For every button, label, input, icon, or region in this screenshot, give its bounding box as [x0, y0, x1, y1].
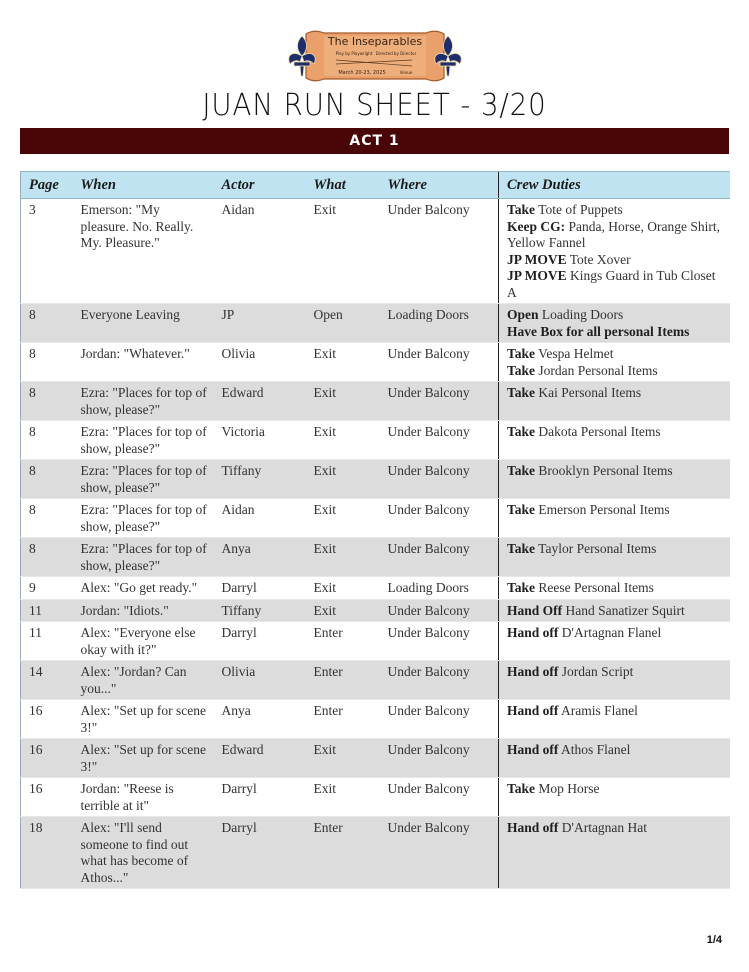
cell-where: Loading Doors: [380, 304, 499, 343]
duty-action: Take: [507, 362, 536, 378]
cell-page: 8: [21, 304, 73, 343]
cell-when: Alex: "Set up for scene 3!": [73, 739, 214, 778]
col-header-page: Page: [21, 172, 73, 199]
cell-what: Exit: [306, 778, 380, 817]
table-row: [21, 700, 730, 739]
table-header-row: [21, 172, 730, 199]
duty-action: Take: [507, 463, 536, 478]
table-row: [21, 538, 730, 577]
table-body: [21, 199, 730, 889]
svg-text:Play by Playwright: Play by Playwright: [335, 51, 373, 56]
table-row: [21, 499, 730, 538]
duty-item: Reese Personal Items: [535, 580, 654, 595]
run-sheet-table: [20, 171, 730, 889]
cell-crew-duties: [499, 304, 730, 343]
cell-actor: Olivia: [214, 343, 306, 382]
duty-line: [507, 580, 726, 597]
table-row: [21, 460, 730, 499]
col-header-actor: Actor: [214, 172, 306, 199]
duty-action: JP MOVE: [507, 268, 567, 283]
cell-crew-duties: [499, 460, 730, 499]
cell-what: Exit: [306, 499, 380, 538]
act-header: ACT 1: [20, 128, 729, 154]
cell-page: 3: [21, 199, 73, 304]
col-header-when: When: [73, 172, 214, 199]
svg-text:March 20-23, 2025: March 20-23, 2025: [338, 70, 386, 76]
duty-action: Take: [507, 385, 536, 400]
cell-where: Under Balcony: [380, 622, 499, 661]
duty-line: [507, 252, 726, 269]
duty-line: [507, 346, 726, 363]
cell-page: 8: [21, 538, 73, 577]
duty-action: Have Box for all personal Items: [507, 323, 690, 339]
cell-actor: Aidan: [214, 199, 306, 304]
cell-crew-duties: [499, 499, 730, 538]
cell-when: Jordan: "Reese is terrible at it": [73, 778, 214, 817]
cell-page: 8: [21, 460, 73, 499]
cell-actor: JP: [214, 304, 306, 343]
cell-actor: Darryl: [214, 817, 306, 889]
cell-when: Alex: "Set up for scene 3!": [73, 700, 214, 739]
cell-actor: Darryl: [214, 622, 306, 661]
table-row: [21, 661, 730, 700]
run-sheet-title: JUAN RUN SHEET - 3/20: [202, 88, 547, 123]
cell-actor: Olivia: [214, 661, 306, 700]
show-logo: [284, 28, 466, 84]
logo-title: The Inseparables: [327, 35, 423, 48]
duty-item: Tote Xover: [566, 251, 631, 267]
duty-item: Dakota Personal Items: [535, 424, 661, 439]
cell-page: 8: [21, 343, 73, 382]
cell-what: Enter: [306, 700, 380, 739]
duty-action: JP MOVE: [507, 251, 567, 267]
duty-action: Hand Off: [507, 602, 563, 618]
duty-action: Take: [507, 502, 536, 517]
cell-what: Enter: [306, 661, 380, 700]
duty-action: Take: [507, 781, 536, 796]
duty-action: Take: [507, 580, 536, 595]
duty-line: [507, 502, 726, 519]
cell-when: Alex: "Jordan? Can you...": [73, 661, 214, 700]
cell-crew-duties: [499, 382, 730, 421]
table-row: [21, 343, 730, 382]
cell-what: Exit: [306, 460, 380, 499]
cell-crew-duties: [499, 421, 730, 460]
duty-item: Panda, Horse, Orange Shirt, Yellow Fannel: [507, 218, 720, 250]
cell-page: 8: [21, 421, 73, 460]
duty-item: Taylor Personal Items: [535, 541, 657, 556]
cell-where: Under Balcony: [380, 199, 499, 304]
cell-crew-duties: [499, 577, 730, 600]
duty-line: [507, 268, 726, 301]
cell-crew-duties: [499, 622, 730, 661]
cell-when: Emerson: "My pleasure. No. Really. My. Pleasure.": [73, 199, 214, 304]
cell-when: Alex: "Everyone else okay with it?": [73, 622, 214, 661]
duty-action: Hand off: [507, 820, 559, 835]
duty-line: [507, 424, 726, 441]
cell-page: 14: [21, 661, 73, 700]
cell-actor: Tiffany: [214, 460, 306, 499]
cell-page: 16: [21, 700, 73, 739]
cell-where: Under Balcony: [380, 778, 499, 817]
duty-action: Take: [507, 541, 536, 556]
cell-page: 8: [21, 499, 73, 538]
duty-line: [507, 463, 726, 480]
cell-page: 9: [21, 577, 73, 600]
duty-item: Hand Sanatizer Squirt: [562, 602, 685, 618]
cell-when: Ezra: "Places for top of show, please?": [73, 382, 214, 421]
cell-page: 11: [21, 622, 73, 661]
cell-actor: Anya: [214, 700, 306, 739]
cell-page: 16: [21, 739, 73, 778]
table-row: [21, 382, 730, 421]
cell-crew-duties: [499, 778, 730, 817]
cell-crew-duties: [499, 700, 730, 739]
table-row: [21, 817, 730, 889]
cell-where: Under Balcony: [380, 817, 499, 889]
cell-crew-duties: [499, 343, 730, 382]
page-indicator: 1/4: [706, 934, 722, 946]
cell-where: Under Balcony: [380, 460, 499, 499]
cell-actor: Darryl: [214, 577, 306, 600]
duty-line: [507, 742, 726, 759]
cell-what: Exit: [306, 343, 380, 382]
duty-action: Take: [507, 424, 536, 439]
table-row: [21, 577, 730, 600]
cell-what: Exit: [306, 599, 380, 622]
table-row: [21, 739, 730, 778]
duty-item: Tote of Puppets: [535, 202, 623, 217]
cell-what: Exit: [306, 382, 380, 421]
duty-line: [507, 603, 726, 620]
cell-where: Under Balcony: [380, 599, 499, 622]
duty-action: Hand off: [507, 703, 559, 718]
duty-line: [507, 202, 726, 219]
cell-what: Exit: [306, 577, 380, 600]
cell-where: Under Balcony: [380, 343, 499, 382]
cell-when: Jordan: "Whatever.": [73, 343, 214, 382]
col-header-crew-duties: Crew Duties: [499, 172, 730, 199]
duty-item: Kings Guard in Tub Closet A: [507, 268, 716, 300]
cell-actor: Anya: [214, 538, 306, 577]
duty-line: [507, 324, 726, 341]
svg-text:Directed by Director: Directed by Director: [375, 51, 417, 56]
cell-what: Exit: [306, 421, 380, 460]
cell-crew-duties: [499, 739, 730, 778]
duty-line: [507, 219, 726, 252]
cell-where: Under Balcony: [380, 382, 499, 421]
cell-where: Under Balcony: [380, 700, 499, 739]
table-row: [21, 778, 730, 817]
table-row: [21, 304, 730, 343]
duty-item: D'Artagnan Hat: [558, 820, 648, 835]
duty-item: Jordan Personal Items: [535, 362, 658, 378]
cell-when: Everyone Leaving: [73, 304, 214, 343]
duty-action: Hand off: [507, 742, 559, 757]
duty-action: Take: [507, 346, 536, 361]
cell-where: Under Balcony: [380, 661, 499, 700]
cell-actor: Aidan: [214, 499, 306, 538]
cell-actor: Darryl: [214, 778, 306, 817]
duty-item: Loading Doors: [538, 307, 624, 322]
cell-actor: Edward: [214, 739, 306, 778]
duty-line: [507, 363, 726, 380]
duty-item: Mop Horse: [535, 781, 600, 796]
cell-actor: Victoria: [214, 421, 306, 460]
cell-page: 8: [21, 382, 73, 421]
cell-crew-duties: [499, 599, 730, 622]
cell-when: Ezra: "Places for top of show, please?": [73, 421, 214, 460]
duty-action: Hand off: [507, 625, 559, 640]
cell-when: Alex: "I'll send someone to find out what has become of Athos...": [73, 817, 214, 889]
duty-line: [507, 307, 726, 324]
cell-what: Exit: [306, 199, 380, 304]
duty-line: [507, 664, 726, 681]
duty-item: Aramis Flanel: [558, 703, 638, 718]
cell-crew-duties: [499, 817, 730, 889]
cell-where: Under Balcony: [380, 499, 499, 538]
table-row: [21, 199, 730, 304]
col-header-where: Where: [380, 172, 499, 199]
cell-crew-duties: [499, 661, 730, 700]
duty-item: Emerson Personal Items: [535, 502, 670, 517]
duty-item: D'Artagnan Flanel: [558, 625, 662, 640]
cell-where: Loading Doors: [380, 577, 499, 600]
duty-item: Brooklyn Personal Items: [535, 463, 673, 478]
table-row: [21, 599, 730, 622]
duty-action: Hand off: [507, 664, 559, 679]
duty-line: [507, 541, 726, 558]
cell-crew-duties: [499, 199, 730, 304]
cell-when: Ezra: "Places for top of show, please?": [73, 499, 214, 538]
cell-what: Enter: [306, 817, 380, 889]
duty-item: Athos Flanel: [558, 742, 631, 757]
svg-text:Venue: Venue: [399, 70, 413, 75]
duty-item: Kai Personal Items: [535, 385, 642, 400]
duty-action: Open: [507, 307, 539, 322]
cell-what: Exit: [306, 538, 380, 577]
duty-item: Jordan Script: [558, 664, 634, 679]
duty-line: [507, 385, 726, 402]
duty-item: Vespa Helmet: [535, 346, 614, 361]
duty-line: [507, 820, 726, 837]
duty-line: [507, 625, 726, 642]
cell-crew-duties: [499, 538, 730, 577]
cell-what: Exit: [306, 739, 380, 778]
cell-page: 11: [21, 599, 73, 622]
duty-action: Keep CG:: [507, 218, 566, 234]
cell-actor: Edward: [214, 382, 306, 421]
cell-where: Under Balcony: [380, 739, 499, 778]
duty-action: Take: [507, 202, 536, 217]
table-row: [21, 421, 730, 460]
cell-where: Under Balcony: [380, 421, 499, 460]
cell-when: Ezra: "Places for top of show, please?": [73, 460, 214, 499]
duty-line: [507, 781, 726, 798]
table-row: [21, 622, 730, 661]
cell-what: Open: [306, 304, 380, 343]
cell-when: Ezra: "Places for top of show, please?": [73, 538, 214, 577]
cell-when: Alex: "Go get ready.": [73, 577, 214, 600]
col-header-what: What: [306, 172, 380, 199]
cell-when: Jordan: "Idiots.": [73, 599, 214, 622]
cell-page: 16: [21, 778, 73, 817]
cell-where: Under Balcony: [380, 538, 499, 577]
cell-actor: Tiffany: [214, 599, 306, 622]
cell-page: 18: [21, 817, 73, 889]
duty-line: [507, 703, 726, 720]
cell-what: Enter: [306, 622, 380, 661]
